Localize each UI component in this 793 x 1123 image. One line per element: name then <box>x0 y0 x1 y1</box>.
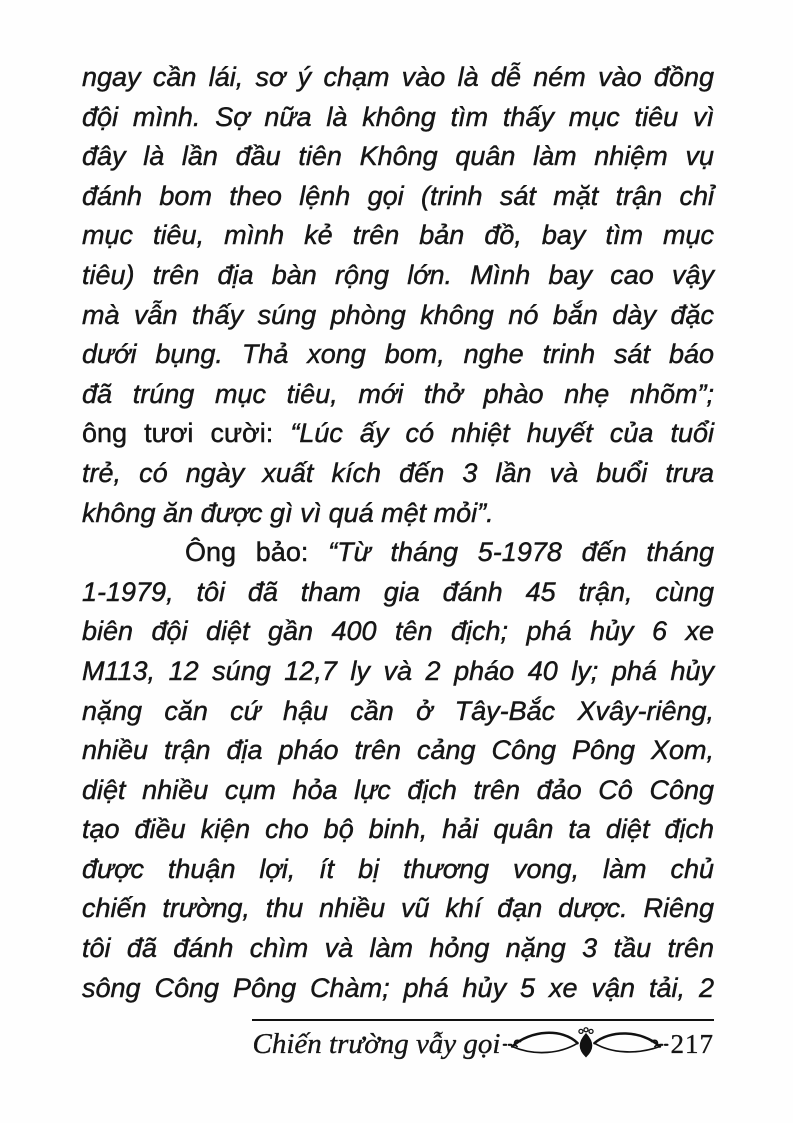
quoted-text: được thuận lợi, ít bị thương vong, làm chủ <box>82 853 714 884</box>
text-line <box>82 533 714 573</box>
text-line <box>82 98 714 138</box>
quoted-text: M113, 12 súng 12,7 ly và 2 pháo 40 ly; phá hủy <box>82 655 714 686</box>
quoted-text: mà vẫn thấy súng phòng không nó bắn dày đặc <box>82 299 714 330</box>
quoted-text: mục tiêu, mình kẻ trên bản đồ, bay tìm mục <box>82 220 714 251</box>
quoted-text: đã trúng mục tiêu, mới thở phào nhẹ nhõm”; <box>82 378 714 409</box>
narration-text: ông tươi cười: <box>82 418 291 449</box>
text-line <box>82 692 714 732</box>
page-number: 217 <box>670 1028 714 1059</box>
text-line <box>82 375 714 415</box>
paragraph <box>82 58 714 533</box>
quoted-text: đội mình. Sợ nữa là không tìm thấy mục tiêu vì <box>82 101 714 132</box>
flourish-ornament-icon <box>502 1026 670 1062</box>
text-line <box>82 494 714 534</box>
quoted-text: ngay cần lái, sơ ý chạm vào là dễ ném vào đồng <box>82 62 714 92</box>
text-line <box>82 652 714 692</box>
quoted-text: 1-1979, tôi đã tham gia đánh 45 trận, cùng <box>82 576 714 607</box>
quoted-text: đây là lần đầu tiên Không quân làm nhiệm vụ <box>82 141 714 172</box>
narration-text: Ông bảo: <box>185 537 329 568</box>
quoted-text: tiêu) trên địa bàn rộng lớn. Mình bay cao vậy <box>82 259 714 290</box>
quoted-text: nặng căn cứ hậu cần ở Tây-Bắc Xvây-riêng, <box>82 695 714 726</box>
quoted-text: “Từ tháng 5-1978 đến tháng <box>328 537 714 568</box>
text-line <box>82 889 714 929</box>
text-line <box>82 177 714 217</box>
text-line <box>82 216 714 256</box>
page-body <box>82 58 714 1008</box>
running-title: Chiến trường vẫy gọi <box>252 1027 501 1060</box>
text-line <box>82 771 714 811</box>
quoted-text: sông Công Pông Chàm; phá hủy 5 xe vận tải, 2 <box>82 972 714 1003</box>
text-line <box>82 454 714 494</box>
text-line <box>82 414 714 454</box>
text-line <box>82 731 714 771</box>
text-line <box>82 137 714 177</box>
quoted-text: đánh bom theo lệnh gọi (trinh sát mặt trận chỉ <box>82 180 714 211</box>
quoted-text: tôi đã đánh chìm và làm hỏng nặng 3 tầu trên <box>82 933 714 964</box>
paragraph <box>82 533 714 1008</box>
text-line <box>82 850 714 890</box>
quoted-text: trẻ, có ngày xuất kích đến 3 lần và buổi trưa <box>82 457 714 488</box>
quoted-text: không ăn được gì vì quá mệt mỏi”. <box>82 497 494 528</box>
text-line <box>82 612 714 652</box>
text-line <box>82 929 714 969</box>
text-line <box>82 256 714 296</box>
text-line <box>82 810 714 850</box>
footer-divider <box>252 1019 714 1021</box>
quoted-text: diệt nhiều cụm hỏa lực địch trên đảo Cô Công <box>82 774 714 805</box>
text-line <box>82 296 714 336</box>
text-line <box>82 335 714 375</box>
quoted-text: biên đội diệt gần 400 tên địch; phá hủy 6 xe <box>82 616 714 647</box>
quoted-text: nhiều trận địa pháo trên cảng Công Pông Xom, <box>82 735 714 766</box>
quoted-text: tạo điều kiện cho bộ binh, hải quân ta diệt địch <box>82 814 714 845</box>
quoted-text: chiến trường, thu nhiều vũ khí đạn dược. Riêng <box>82 893 714 924</box>
text-line <box>82 573 714 613</box>
page-footer <box>82 1026 714 1062</box>
text-line <box>82 58 714 98</box>
quoted-text: dưới bụng. Thả xong bom, nghe trinh sát báo <box>82 339 714 370</box>
text-line <box>82 969 714 1009</box>
quoted-text: “Lúc ấy có nhiệt huyết của tuổi <box>290 418 714 449</box>
